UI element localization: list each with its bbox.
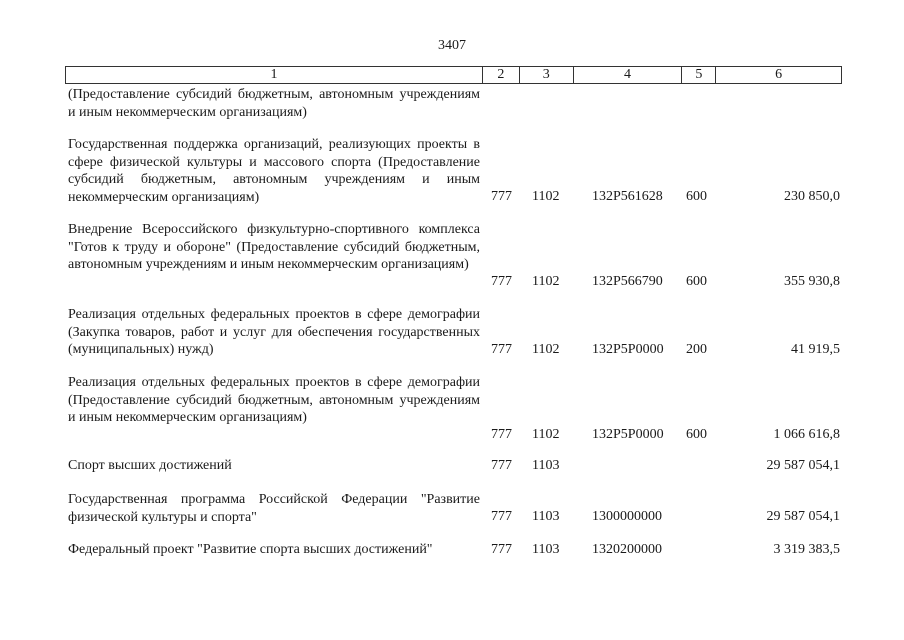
column-header-6: 6 (775, 67, 783, 82)
row-target-article: 132P566790 (592, 274, 663, 289)
row-ministry-code: 777 (491, 189, 512, 204)
row-amount: 41 919,5 (791, 342, 840, 357)
row-target-article: 132P5P0000 (592, 342, 664, 357)
row-section-code: 1103 (532, 509, 560, 524)
table-header-row (65, 66, 842, 84)
row-section-code: 1103 (532, 542, 560, 557)
row-section-code: 1102 (532, 189, 560, 204)
row-expense-type: 600 (686, 189, 707, 204)
row-amount: 1 066 616,8 (773, 427, 840, 442)
row-description: Реализация отдельных федеральных проектов в сфере демографии (Предоставление субсидий бюджетным, автономным учреждениям и иным некоммерческим организациям) (68, 375, 480, 425)
row-expense-type: 600 (686, 274, 707, 289)
row-section-code: 1103 (532, 458, 560, 473)
row-expense-type: 200 (686, 342, 707, 357)
row-description: Внедрение Всероссийского физкультурно-спортивного комплекса "Готов к труду и обороне" (Предоставление субсидий бюджетным, автономным учреждениям и иным некоммерческим организациям) (68, 222, 480, 272)
row-amount: 230 850,0 (784, 189, 840, 204)
row-section-code: 1102 (532, 342, 560, 357)
row-amount: 29 587 054,1 (766, 509, 840, 524)
row-ministry-code: 777 (491, 542, 512, 557)
row-section-code: 1102 (532, 274, 560, 289)
row-target-article: 1320200000 (592, 542, 662, 557)
row-ministry-code: 777 (491, 342, 512, 357)
column-header-3: 3 (520, 67, 574, 83)
row-description: Спорт высших достижений (68, 458, 232, 473)
page-number: 3407 (438, 38, 466, 53)
row-target-article: 1300000000 (592, 509, 662, 524)
row-target-article: 132P5P0000 (592, 427, 664, 442)
row-description: Федеральный проект "Развитие спорта высших достижений" (68, 542, 433, 557)
row-description: (Предоставление субсидий бюджетным, автономным учреждениям и иным некоммерческим организациям) (68, 87, 480, 120)
row-ministry-code: 777 (491, 458, 512, 473)
row-ministry-code: 777 (491, 274, 512, 289)
row-amount: 3 319 383,5 (773, 542, 840, 557)
row-amount: 29 587 054,1 (766, 458, 840, 473)
row-ministry-code: 777 (491, 509, 512, 524)
column-header-5: 5 (682, 67, 716, 83)
column-header-1: 1 (66, 67, 483, 83)
row-amount: 355 930,8 (784, 274, 840, 289)
row-section-code: 1102 (532, 427, 560, 442)
row-expense-type: 600 (686, 427, 707, 442)
row-description: Реализация отдельных федеральных проектов в сфере демографии (Закупка товаров, работ и услуг для обеспечения государственных (муниципальных) нужд) (68, 307, 480, 357)
column-header-4: 4 (574, 67, 683, 83)
row-target-article: 132P561628 (592, 189, 663, 204)
column-header-2: 2 (483, 67, 520, 83)
row-ministry-code: 777 (491, 427, 512, 442)
row-description: Государственная поддержка организаций, реализующих проекты в сфере физической культуры и массового спорта (Предоставление субсидий бюджетным, автономным учреждениям и иным некоммерческим организациям) (68, 137, 480, 205)
row-description: Государственная программа Российской Федерации "Развитие физической культуры и спорта" (68, 492, 480, 525)
